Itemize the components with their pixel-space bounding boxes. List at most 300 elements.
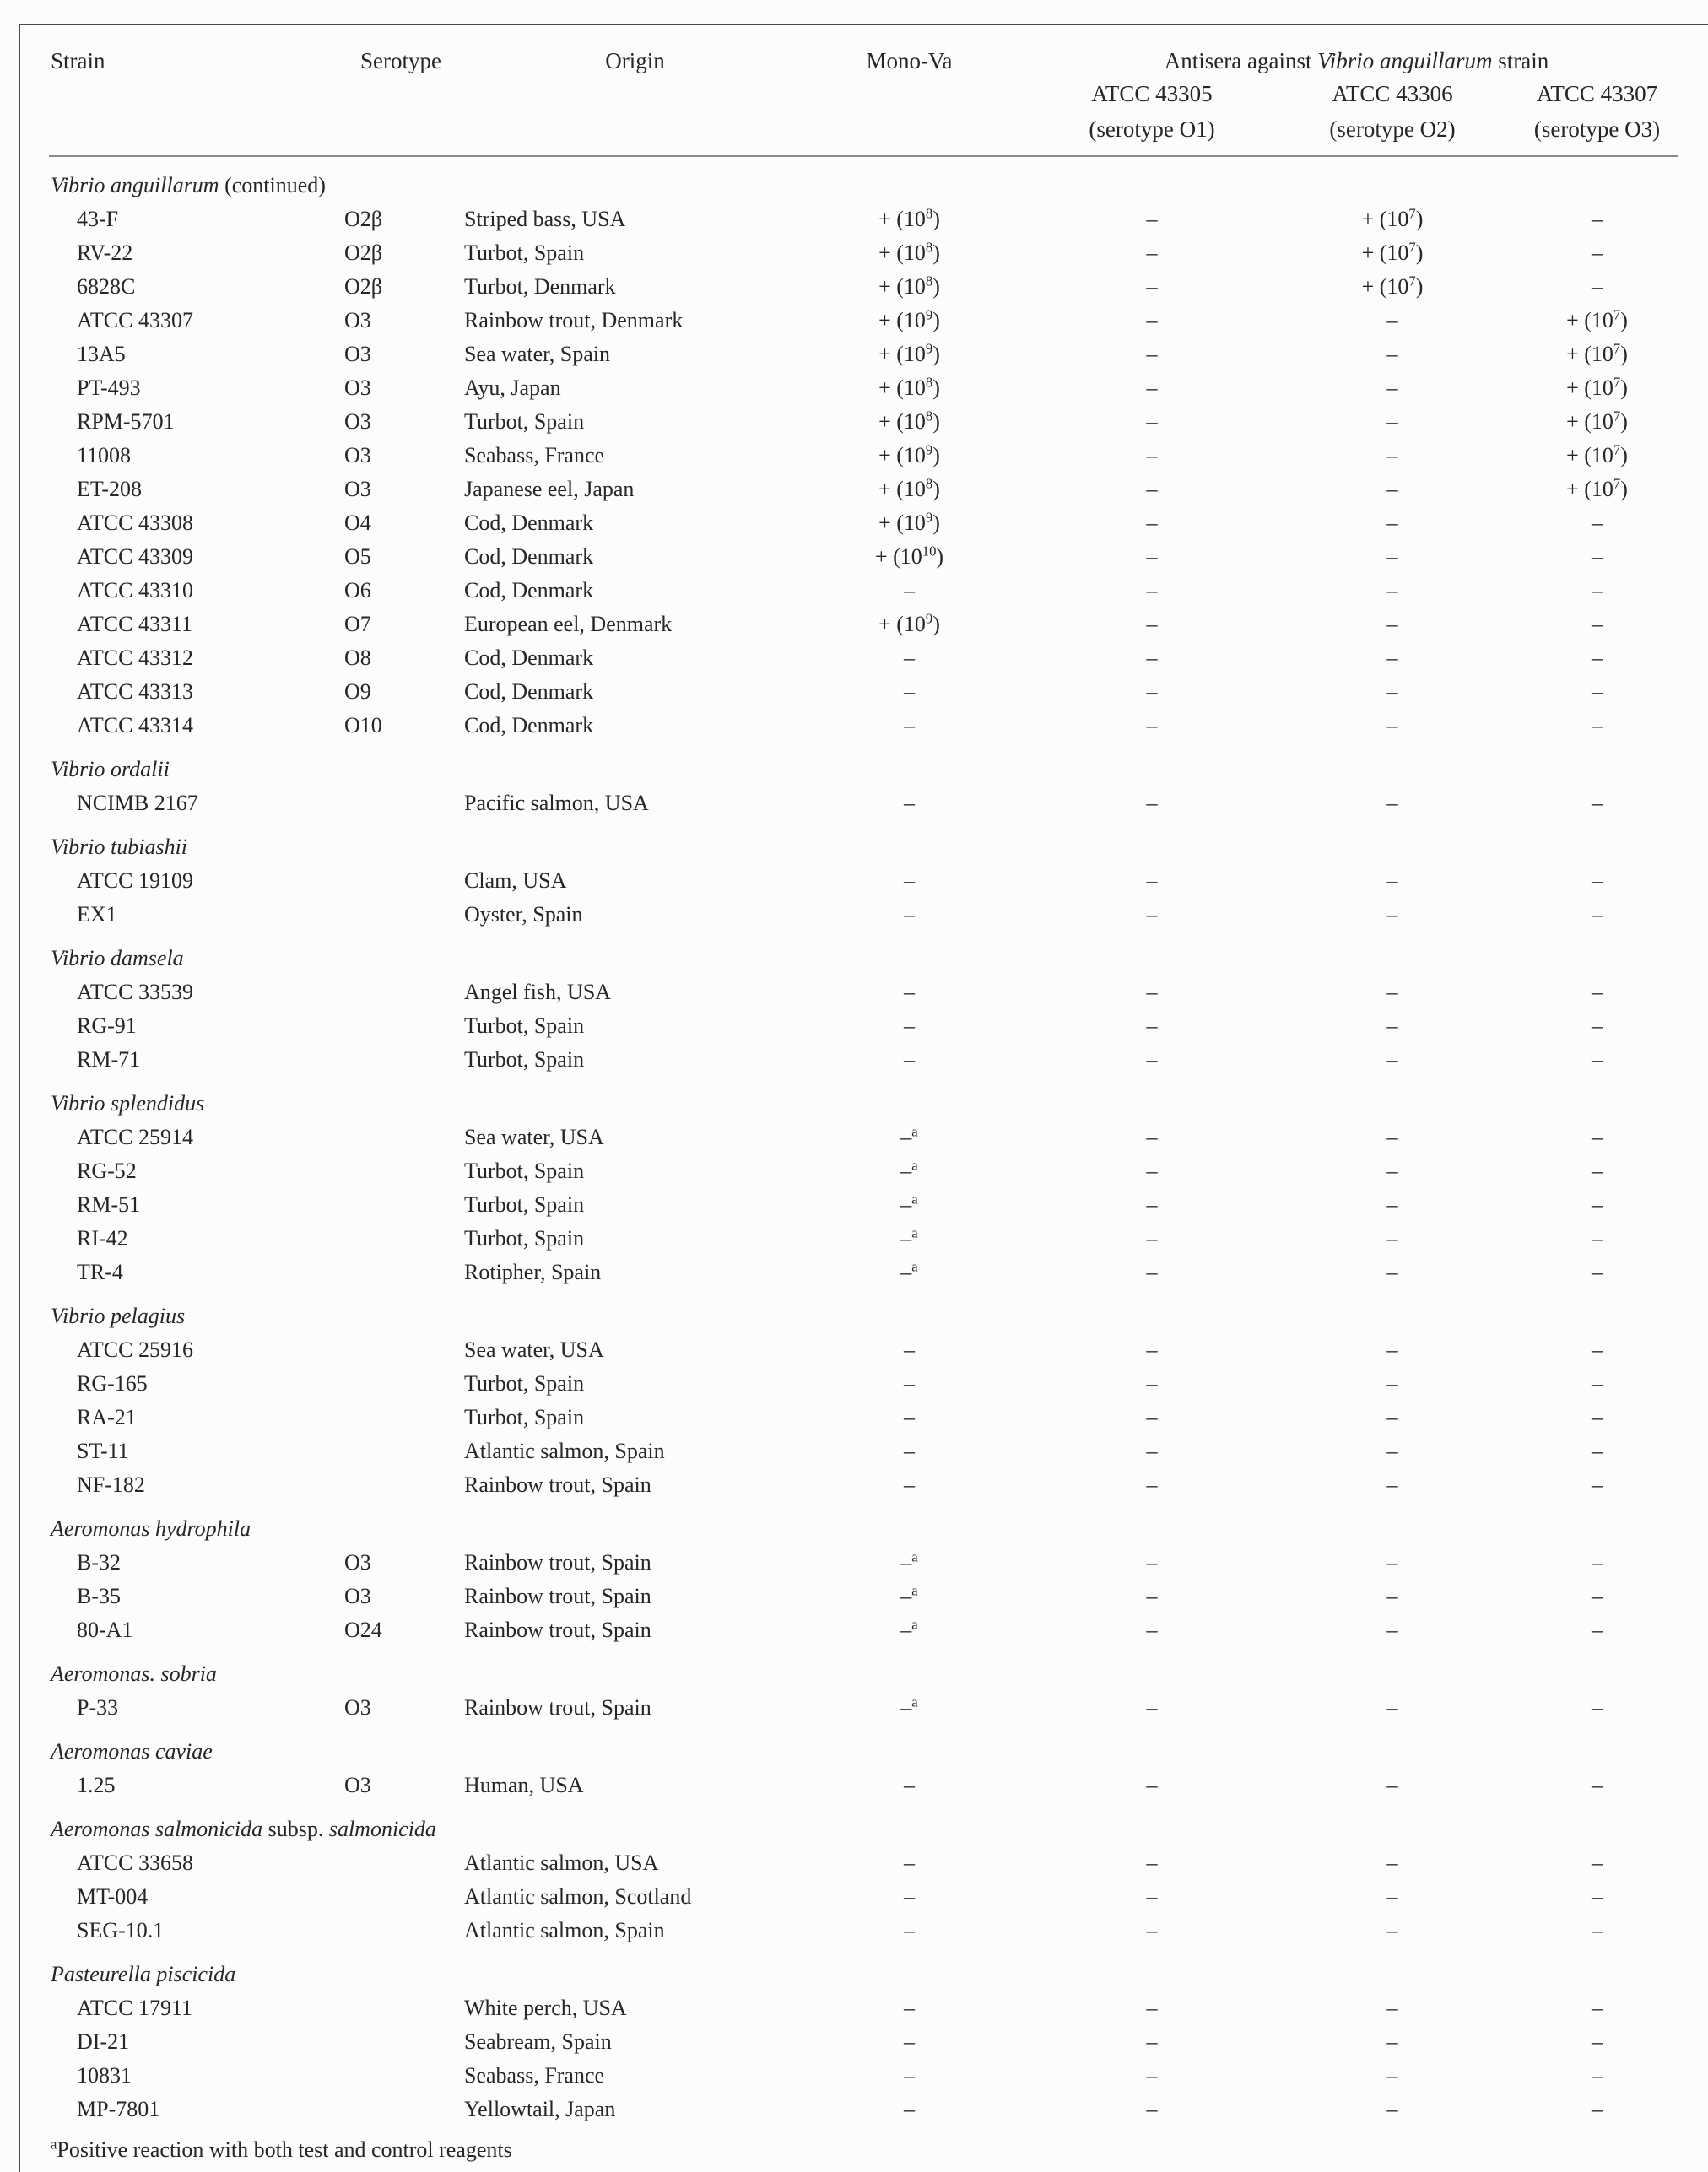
cell-strain: ATCC 17911	[77, 1996, 192, 2020]
cell-serotype	[338, 975, 464, 1009]
cell-strain: DI-21	[77, 2029, 130, 2054]
cell-strain: ATCC 43312	[77, 646, 193, 670]
cell-serotype	[338, 1256, 464, 1289]
antisera-group-suffix: strain	[1492, 48, 1549, 73]
table-left-border	[19, 24, 20, 2172]
cell-strain: ST-11	[77, 1439, 129, 1463]
cell-antisera-o1: –	[1146, 902, 1158, 927]
cell-antisera-o2: –	[1386, 376, 1398, 400]
cell-antisera-o3: + $(10^7)$	[1566, 408, 1628, 434]
cell-antisera-o3: –	[1592, 1918, 1603, 1942]
cell-antisera-o2: + $(10^7)$	[1361, 239, 1424, 265]
cell-antisera-o3: –	[1592, 1439, 1603, 1463]
cell-serotype	[338, 1401, 464, 1434]
cell-origin: Clam, USA	[464, 868, 567, 893]
col-header-strain: Strain	[51, 48, 105, 73]
section-title-part: Aeromonas caviae	[51, 1739, 213, 1764]
table-row	[49, 608, 1700, 641]
section-title-part: subsp.	[262, 1817, 329, 1841]
antisera-group-species: Vibrio anguillarum	[1317, 48, 1493, 73]
table-row	[49, 709, 1700, 743]
table-row	[49, 675, 1700, 709]
cell-monova: + $(10^9)$	[878, 306, 940, 332]
cell-antisera-o1: –	[1146, 1371, 1158, 1396]
cell-strain: PT-493	[77, 376, 141, 400]
cell-origin: Cod, Denmark	[464, 544, 594, 569]
cell-antisera-o2: –	[1386, 1226, 1398, 1251]
cell-antisera-o2: –	[1386, 2029, 1398, 2054]
cell-antisera-o2: –	[1386, 1996, 1398, 2020]
cell-antisera-o3: + $(10^7)$	[1566, 306, 1628, 332]
cell-monova: –	[904, 1884, 915, 1909]
atcc-43306-name: ATCC 43306	[1332, 81, 1453, 106]
cell-antisera-o2: –	[1386, 1337, 1398, 1362]
cell-serotype: O2β	[344, 274, 383, 299]
table-row	[49, 2093, 1700, 2126]
cell-strain: ATCC 43308	[77, 511, 193, 535]
table-row	[49, 574, 1700, 608]
cell-antisera-o3: –	[1592, 1013, 1603, 1038]
cell-serotype	[338, 2025, 464, 2059]
cell-monova: –	[904, 868, 915, 893]
table-row	[49, 203, 1700, 236]
cell-antisera-o1: –	[1146, 1884, 1158, 1909]
cell-serotype: O10	[344, 713, 382, 738]
col-header-antisera-group	[1013, 46, 1700, 76]
cell-strain: ATCC 25914	[77, 1125, 193, 1149]
cell-antisera-o3: –	[1592, 2063, 1603, 2088]
cell-antisera-o3: –	[1592, 1226, 1603, 1251]
cell-antisera-o1: –	[1146, 1851, 1158, 1875]
cell-monova: + $(10^9)$	[878, 610, 940, 636]
cell-antisera-o2: –	[1386, 409, 1398, 434]
cell-antisera-o3: –	[1592, 1260, 1603, 1284]
section-title	[49, 1657, 1700, 1691]
cell-serotype: O3	[344, 477, 371, 501]
cell-antisera-o2: –	[1386, 443, 1398, 467]
cell-monova: –$^a$	[900, 1224, 918, 1251]
cell-monova: + $(10^9)$	[878, 340, 940, 366]
cell-serotype: O6	[344, 578, 371, 602]
table-row	[49, 506, 1700, 540]
cell-antisera-o2: –	[1386, 1584, 1398, 1608]
table-row	[49, 473, 1700, 506]
cell-origin: European eel, Denmark	[464, 612, 673, 636]
cell-serotype	[338, 2093, 464, 2126]
cell-antisera-o2: –	[1386, 902, 1398, 927]
cell-origin: Japanese eel, Japan	[464, 477, 635, 501]
cell-origin: Rainbow trout, Denmark	[464, 308, 684, 332]
cell-strain: RG-91	[77, 1013, 137, 1038]
cell-antisera-o1: –	[1146, 1439, 1158, 1463]
cell-antisera-o3: –	[1592, 1047, 1603, 1072]
cell-antisera-o2: –	[1386, 1047, 1398, 1072]
cell-strain: MP-7801	[77, 2097, 160, 2121]
cell-strain: RG-165	[77, 1371, 148, 1396]
section-title-part: Vibrio damsela	[51, 946, 184, 970]
cell-serotype: O24	[344, 1618, 382, 1642]
cell-antisera-o1: –	[1146, 308, 1158, 332]
cell-origin: Rainbow trout, Spain	[464, 1618, 651, 1642]
cell-serotype	[338, 1367, 464, 1401]
cell-antisera-o1: –	[1146, 791, 1158, 815]
cell-strain: RV-22	[77, 240, 133, 265]
cell-antisera-o1: –	[1146, 679, 1158, 704]
cell-antisera-o2: –	[1386, 544, 1398, 569]
section-title-part: Vibrio pelagius	[51, 1304, 186, 1328]
cell-serotype	[338, 1434, 464, 1468]
cell-antisera-o1: –	[1146, 1337, 1158, 1362]
section-title	[49, 1735, 1700, 1769]
cell-origin: Rotipher, Spain	[464, 1260, 602, 1284]
cell-antisera-o3: –	[1592, 1851, 1603, 1875]
cell-origin: Sea water, USA	[464, 1125, 604, 1149]
cell-antisera-o1: –	[1146, 1695, 1158, 1720]
cell-antisera-o3: + $(10^7)$	[1566, 475, 1628, 501]
cell-serotype	[338, 1188, 464, 1222]
section-title	[49, 830, 1700, 864]
cell-monova: –	[904, 980, 915, 1004]
cell-serotype	[338, 864, 464, 898]
cell-strain: EX1	[77, 902, 117, 927]
cell-antisera-o2: –	[1386, 1851, 1398, 1875]
cell-serotype: O3	[344, 443, 371, 467]
cell-strain: NCIMB 2167	[77, 791, 198, 815]
table-row	[49, 1009, 1700, 1043]
cell-monova: –	[904, 646, 915, 670]
cell-origin: Sea water, USA	[464, 1337, 604, 1362]
cell-antisera-o1: –	[1146, 2063, 1158, 2088]
table-row	[49, 1367, 1700, 1401]
cell-antisera-o3: –	[1592, 1472, 1603, 1497]
section-title-part: (continued)	[219, 173, 326, 197]
col-header-serotype: Serotype	[360, 48, 441, 73]
cell-origin: Cod, Denmark	[464, 679, 594, 704]
section-title-part: Pasteurella piscicida	[51, 1962, 236, 1986]
cell-serotype	[338, 1222, 464, 1256]
cell-origin: Oyster, Spain	[464, 902, 583, 927]
cell-serotype: O5	[344, 544, 371, 569]
cell-antisera-o3: –	[1592, 1125, 1603, 1149]
section-title	[49, 1299, 1700, 1333]
cell-serotype: O7	[344, 612, 371, 636]
cell-origin: Rainbow trout, Spain	[464, 1472, 651, 1497]
cell-origin: Turbot, Spain	[464, 1371, 585, 1396]
cell-strain: ATCC 43313	[77, 679, 193, 704]
cell-antisera-o3: –	[1592, 1192, 1603, 1217]
table-row	[49, 1691, 1700, 1725]
cell-antisera-o2: –	[1386, 477, 1398, 501]
col-header-monova: Mono-Va	[866, 48, 953, 73]
cell-antisera-o2: –	[1386, 1013, 1398, 1038]
cell-antisera-o3: –	[1592, 207, 1603, 231]
cell-origin: Seabream, Spain	[464, 2029, 612, 2054]
cell-serotype	[338, 1846, 464, 1880]
table-row	[49, 540, 1700, 574]
cell-monova: –$^a$	[900, 1548, 918, 1575]
cell-strain: TR-4	[77, 1260, 123, 1284]
table-row	[49, 1154, 1700, 1188]
atcc-43305-name: ATCC 43305	[1091, 81, 1213, 106]
cell-monova: –$^a$	[900, 1694, 918, 1720]
cell-monova: –	[904, 1996, 915, 2020]
section-title-part: Vibrio ordalii	[51, 757, 170, 781]
cell-antisera-o1: –	[1146, 1192, 1158, 1217]
cell-antisera-o1: –	[1146, 2097, 1158, 2121]
cell-antisera-o1: –	[1146, 544, 1158, 569]
cell-monova: –	[904, 578, 915, 602]
cell-antisera-o3: –	[1592, 1159, 1603, 1183]
cell-antisera-o3: –	[1592, 713, 1603, 738]
cell-antisera-o3: + $(10^7)$	[1566, 340, 1628, 366]
cell-strain: ET-208	[77, 477, 143, 501]
cell-antisera-o2: –	[1386, 2063, 1398, 2088]
section-title	[49, 169, 1700, 203]
cell-antisera-o2: –	[1386, 1439, 1398, 1463]
cell-antisera-o1: –	[1146, 207, 1158, 231]
cell-strain: ATCC 43310	[77, 578, 193, 602]
cell-antisera-o2: –	[1386, 1125, 1398, 1149]
section-title	[49, 1087, 1700, 1121]
cell-strain: RI-42	[77, 1226, 128, 1251]
cell-serotype: O4	[344, 511, 371, 535]
cell-monova: + $(10^8)$	[878, 205, 940, 231]
cell-strain: ATCC 19109	[77, 868, 193, 893]
cell-antisera-o1: –	[1146, 1618, 1158, 1642]
table-row	[49, 1613, 1700, 1647]
cell-serotype: O3	[344, 1584, 371, 1608]
cell-antisera-o2: –	[1386, 578, 1398, 602]
cell-strain: NF-182	[77, 1472, 145, 1497]
section-title	[49, 1958, 1700, 1991]
cell-antisera-o1: –	[1146, 612, 1158, 636]
cell-origin: Turbot, Spain	[464, 1159, 585, 1183]
section-title-part: Aeromonas. sobria	[51, 1661, 217, 1686]
cell-serotype: O3	[344, 409, 371, 434]
cell-antisera-o1: –	[1146, 477, 1158, 501]
cell-serotype: O3	[344, 342, 371, 366]
cell-antisera-o2: –	[1386, 868, 1398, 893]
col-header-atcc-43307	[1494, 76, 1700, 147]
cell-origin: Turbot, Spain	[464, 1013, 585, 1038]
cell-antisera-o1: –	[1146, 1260, 1158, 1284]
col-header-origin: Origin	[605, 48, 665, 73]
cell-antisera-o1: –	[1146, 868, 1158, 893]
cell-strain: RA-21	[77, 1405, 137, 1429]
cell-antisera-o2: –	[1386, 511, 1398, 535]
cell-antisera-o1: –	[1146, 1047, 1158, 1072]
cell-serotype: O3	[344, 1695, 371, 1720]
cell-antisera-o3: –	[1592, 1884, 1603, 1909]
cell-antisera-o1: –	[1146, 511, 1158, 535]
cell-antisera-o3: –	[1592, 578, 1603, 602]
cell-strain: RPM-5701	[77, 409, 175, 434]
cell-strain: B-32	[77, 1550, 121, 1575]
table-row	[49, 786, 1700, 820]
cell-antisera-o1: –	[1146, 240, 1158, 265]
cell-origin: Striped bass, USA	[464, 207, 626, 231]
header-divider-rule	[49, 155, 1678, 157]
cell-serotype	[338, 1333, 464, 1367]
cell-serotype: O3	[344, 1773, 371, 1797]
cell-strain: RM-51	[77, 1192, 141, 1217]
cell-antisera-o3: + $(10^7)$	[1566, 374, 1628, 400]
cell-antisera-o1: –	[1146, 713, 1158, 738]
section-title	[49, 1813, 1700, 1846]
cell-antisera-o1: –	[1146, 443, 1158, 467]
cell-origin: Cod, Denmark	[464, 713, 594, 738]
section-title	[49, 753, 1700, 786]
cell-origin: Ayu, Japan	[464, 376, 561, 400]
cell-strain: RG-52	[77, 1159, 137, 1183]
cell-antisera-o1: –	[1146, 1584, 1158, 1608]
table-row	[49, 641, 1700, 675]
cell-antisera-o3: –	[1592, 1996, 1603, 2020]
cell-origin: Turbot, Spain	[464, 1047, 585, 1072]
cell-monova: –	[904, 1047, 915, 1072]
cell-monova: –	[904, 713, 915, 738]
table-row	[49, 975, 1700, 1009]
cell-antisera-o2: –	[1386, 1159, 1398, 1183]
table-row	[49, 2059, 1700, 2093]
cell-antisera-o3: –	[1592, 2029, 1603, 2054]
cell-antisera-o1: –	[1146, 1773, 1158, 1797]
cell-antisera-o1: –	[1146, 376, 1158, 400]
cell-serotype	[338, 2059, 464, 2093]
table-row	[49, 1914, 1700, 1948]
cell-strain: ATCC 33658	[77, 1851, 193, 1875]
table-row	[49, 1546, 1700, 1580]
cell-origin: Rainbow trout, Spain	[464, 1695, 651, 1720]
cell-origin: Rainbow trout, Spain	[464, 1584, 651, 1608]
table-footnote: $^a$Positive reaction with both test and control reagents	[51, 2136, 512, 2162]
cell-monova: + $(10^9)$	[878, 509, 940, 535]
cell-antisera-o3: –	[1592, 1337, 1603, 1362]
cell-antisera-o3: –	[1592, 1695, 1603, 1720]
cell-antisera-o1: –	[1146, 1472, 1158, 1497]
section-title-part: Aeromonas hydrophila	[51, 1516, 251, 1541]
cell-serotype: O3	[344, 308, 371, 332]
cell-antisera-o2: –	[1386, 1550, 1398, 1575]
cell-antisera-o2: –	[1386, 1618, 1398, 1642]
cell-strain: 11008	[77, 443, 132, 467]
cell-monova: –$^a$	[900, 1582, 918, 1608]
cell-antisera-o2: –	[1386, 1405, 1398, 1429]
cell-strain: 80-A1	[77, 1618, 133, 1642]
section-title-part: salmonicida	[328, 1817, 436, 1841]
section-title-part: Vibrio tubiashii	[51, 835, 188, 859]
cell-serotype	[338, 1880, 464, 1914]
cell-antisera-o2: –	[1386, 1884, 1398, 1909]
cell-monova: –	[904, 1337, 915, 1362]
cell-monova: –	[904, 1371, 915, 1396]
table-row	[49, 1256, 1700, 1289]
cell-origin: Atlantic salmon, Spain	[464, 1439, 665, 1463]
cell-monova: –	[904, 2097, 915, 2121]
cell-strain: MT-004	[77, 1884, 149, 1909]
cell-monova: + $(10^8)$	[878, 475, 940, 501]
cell-antisera-o1: –	[1146, 2029, 1158, 2054]
table-row	[49, 405, 1700, 439]
cell-antisera-o1: –	[1146, 1159, 1158, 1183]
table-row	[49, 1846, 1700, 1880]
cell-serotype	[338, 1991, 464, 2025]
cell-serotype	[338, 1121, 464, 1154]
cell-origin: Human, USA	[464, 1773, 584, 1797]
cell-serotype: O2β	[344, 207, 383, 231]
cell-antisera-o2: –	[1386, 1371, 1398, 1396]
cell-strain: 6828C	[77, 274, 136, 299]
cell-monova: –$^a$	[900, 1616, 918, 1642]
cell-antisera-o3: –	[1592, 612, 1603, 636]
cell-serotype: O3	[344, 376, 371, 400]
table-row	[49, 236, 1700, 270]
cell-monova: –	[904, 2029, 915, 2054]
cell-antisera-o3: –	[1592, 679, 1603, 704]
cell-antisera-o2: –	[1386, 1192, 1398, 1217]
cell-monova: + $(10^9)$	[878, 441, 940, 467]
cell-antisera-o1: –	[1146, 1013, 1158, 1038]
section-title	[49, 942, 1700, 975]
cell-strain: ATCC 43309	[77, 544, 193, 569]
cell-monova: + $(10^8)$	[878, 239, 940, 265]
cell-antisera-o1: –	[1146, 342, 1158, 366]
cell-origin: Turbot, Spain	[464, 240, 585, 265]
cell-origin: White perch, USA	[464, 1996, 627, 2020]
cell-antisera-o3: –	[1592, 646, 1603, 670]
cell-antisera-o3: –	[1592, 980, 1603, 1004]
cell-serotype	[338, 1914, 464, 1948]
cell-antisera-o2: –	[1386, 308, 1398, 332]
table-row	[49, 1121, 1700, 1154]
cell-monova: –	[904, 1439, 915, 1463]
cell-monova: –$^a$	[900, 1191, 918, 1217]
atcc-43305-serotype: (serotype O1)	[1089, 116, 1215, 142]
table-content	[49, 35, 1700, 2167]
cell-antisera-o3: –	[1592, 1550, 1603, 1575]
cell-antisera-o3: –	[1592, 274, 1603, 299]
cell-monova: –	[904, 1773, 915, 1797]
cell-monova: –$^a$	[900, 1258, 918, 1284]
cell-serotype	[338, 898, 464, 932]
cell-antisera-o1: –	[1146, 409, 1158, 434]
cell-antisera-o1: –	[1146, 1405, 1158, 1429]
cell-antisera-o3: –	[1592, 1773, 1603, 1797]
table-row	[49, 1188, 1700, 1222]
cell-antisera-o3: –	[1592, 1584, 1603, 1608]
cell-monova: –	[904, 1013, 915, 1038]
cell-antisera-o1: –	[1146, 646, 1158, 670]
table-row	[49, 1880, 1700, 1914]
cell-antisera-o2: + $(10^7)$	[1361, 273, 1424, 299]
table-top-border	[19, 24, 1708, 25]
section-title-part: Vibrio splendidus	[51, 1091, 205, 1116]
cell-monova: –	[904, 1918, 915, 1942]
table-row	[49, 1991, 1700, 2025]
cell-strain: ATCC 25916	[77, 1337, 193, 1362]
table-row	[49, 864, 1700, 898]
cell-monova: –	[904, 679, 915, 704]
table-header-row-1	[49, 46, 1700, 76]
cell-origin: Cod, Denmark	[464, 578, 594, 602]
cell-antisera-o2: –	[1386, 679, 1398, 704]
cell-antisera-o1: –	[1146, 980, 1158, 1004]
cell-antisera-o2: –	[1386, 1695, 1398, 1720]
cell-origin: Atlantic salmon, Spain	[464, 1918, 665, 1942]
cell-antisera-o2: –	[1386, 980, 1398, 1004]
cell-antisera-o2: –	[1386, 342, 1398, 366]
cell-strain: 43-F	[77, 207, 119, 231]
